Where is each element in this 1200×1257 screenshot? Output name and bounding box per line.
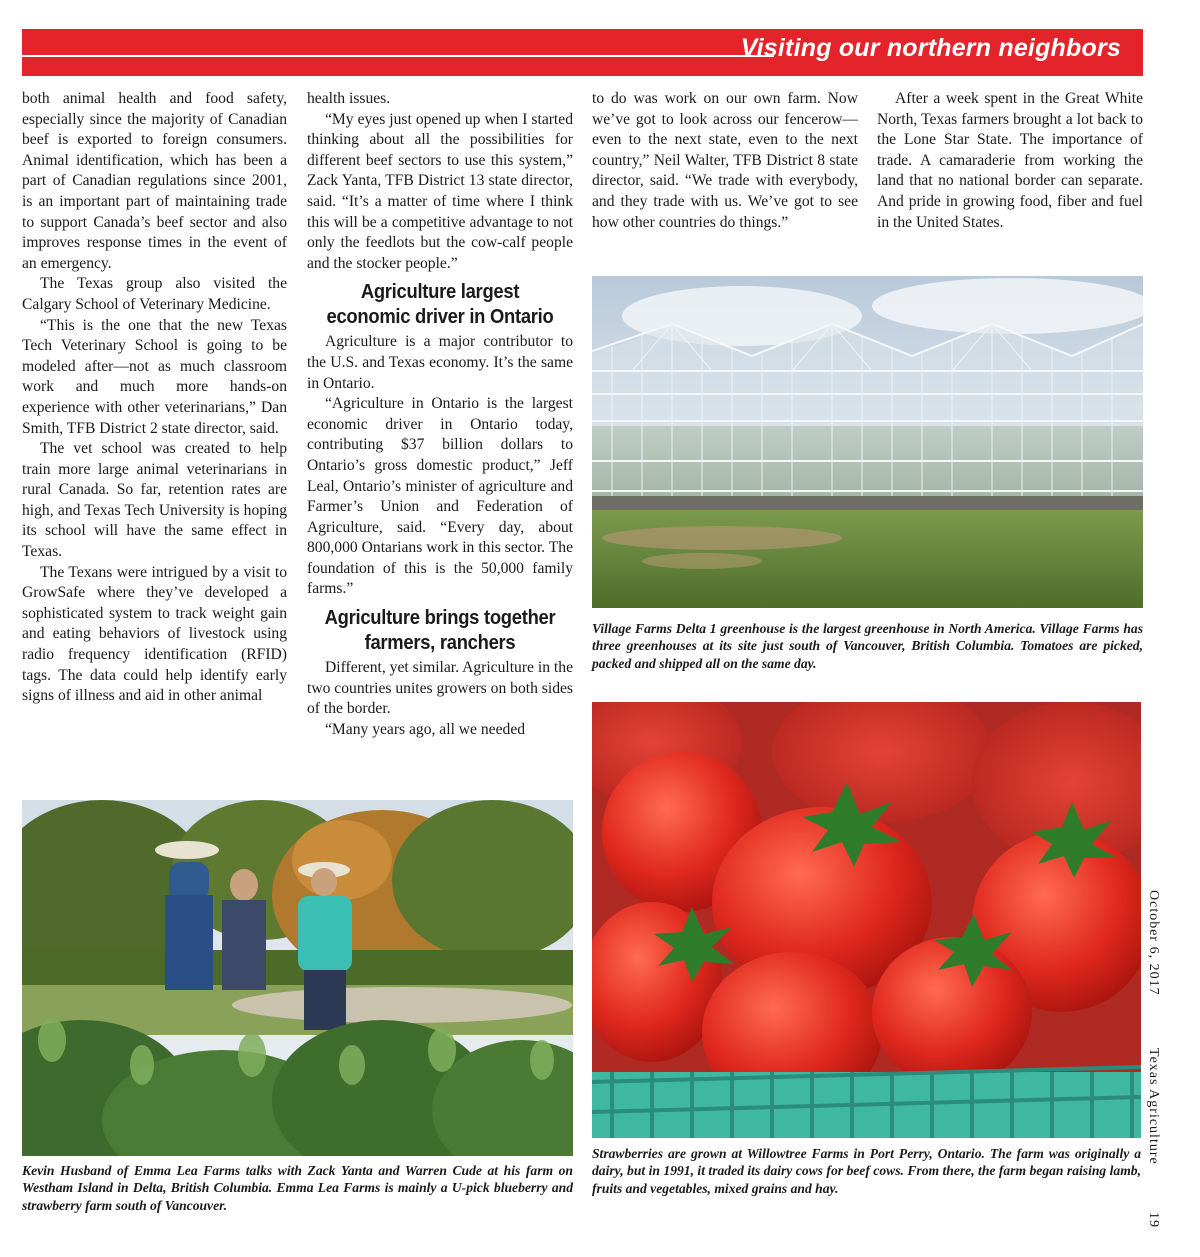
paragraph: Different, yet similar. Agriculture in the two countries unites growers on both sides of the border. [307, 659, 573, 718]
article-column-3 [592, 89, 858, 233]
page-number: 19 [1146, 1212, 1161, 1228]
article-column-4 [877, 89, 1143, 233]
farmers-photo [22, 800, 573, 1156]
article-column-2 [307, 89, 573, 740]
paragraph: “Agriculture in Ontario is the largest economic driver in Ontario today, contributing $37 billion dollars to Ontario’s gross domestic product,” Jeff Leal, Ontario’s minister of agriculture and Farmer’s Union and Federation of Agriculture, said. “Every day, about 800,000 Ontarians work in this sector. The foundation of this is the 50,000 family farms.” [307, 395, 573, 598]
paragraph: The Texas group also visited the Calgary School of Veterinary Medicine. [22, 275, 287, 313]
paragraph: “This is the one that the new Texas Tech Veterinary School is going to be modeled after—not as much classroom work and much more hands-on experience with other veterinarians,” Dan Smith, TFB District 2 state director, said. [22, 316, 287, 437]
issue-date: October 6, 2017 [1146, 890, 1161, 996]
paragraph: to do was work on our own farm. Now we’ve got to look across our fencerow—even to the next state, even to the next country,” Neil Walter, TFB District 8 state director, said. “We trade with everybody, and they trade with us. We’ve got to see how other countries do things.” [592, 90, 858, 231]
subheading: Agriculture brings together farmers, ranchers [324, 607, 556, 655]
greenhouse-photo [592, 276, 1143, 608]
section-banner [22, 29, 1143, 76]
section-title: Visiting our northern neighbors [740, 34, 1121, 62]
strawberries-photo [592, 702, 1141, 1138]
paragraph: Agriculture is a major contributor to the U.S. and Texas economy. It’s the same in Ontario. [307, 333, 573, 392]
paragraph: “Many years ago, all we needed [325, 720, 526, 738]
paragraph: The Texans were intrigued by a visit to GrowSafe where they’ve developed a sophisticated system to track weight gain and eating behaviors of livestock using radio frequency identification (RFID) tags. The data could help identify early signs of illness and aid in other animal [22, 563, 287, 705]
farmers-caption: Kevin Husband of Emma Lea Farms talks with Zack Yanta and Warren Cude at his farm on Westham Island in Delta, British Columbia. Emma Lea Farms is mainly a U-pick blueberry and strawberry farm south of Vancouver. [22, 1163, 573, 1213]
paragraph: The vet school was created to help train more large animal veterinarians in rural Canada. So far, retention rates are high, and Texas Tech University is hoping its school will have the same effect in Texas. [22, 440, 287, 561]
subheading: Agriculture largest economic driver in Ontario [326, 281, 554, 329]
paragraph: After a week spent in the Great White North, Texas farmers brought a lot back to the Lone Star State. The importance of trade. A camaraderie from working the land that no national border can separate. And pride in growing food, fiber and fuel in the United States. [877, 90, 1143, 231]
article-column-1 [22, 89, 287, 707]
publication-name: Texas Agriculture [1146, 1048, 1161, 1165]
paragraph: both animal health and food safety, especially since the majority of Canadian beef is exported to foreign consumers. Animal identification, which has been a part of Canadian regulations since 2001, is an important part of maintaining trade to support Canada’s beef sector and also improves response times in the event of an emergency. [22, 90, 287, 272]
banner-rule [22, 55, 774, 57]
strawberries-caption: Strawberries are grown at Willowtree Farms in Port Perry, Ontario. The farm was originally a dairy, but in 1991, it traded its dairy cows for beef cows. From there, the farm began raising lamb, fruits and vegetables, mixed grains and hay. [592, 1146, 1141, 1196]
paragraph: “My eyes just opened up when I started thinking about all the possibilities for different beef sectors to use this system,” Zack Yanta, TFB District 13 state director, said. “It’s a matter of time where I think this will be a competitive advantage to not only the feedlots but the cow-calf people and the stocker people.” [307, 110, 573, 272]
paragraph: health issues. [307, 90, 391, 107]
greenhouse-caption: Village Farms Delta 1 greenhouse is the largest greenhouse in North America. Village Farms has three greenhouses at its site just south of Vancouver, British Columbia. Tomatoes are picked, packed and shipped all on the same day. [592, 621, 1143, 671]
